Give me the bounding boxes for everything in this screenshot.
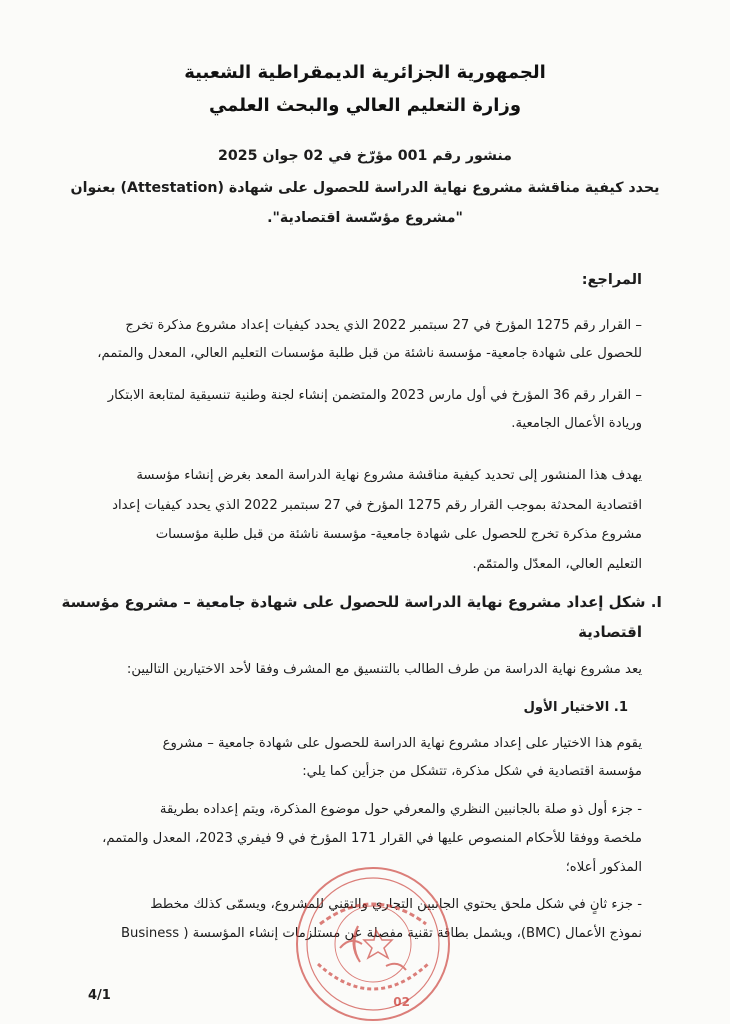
stamp-date-mark: 02 — [393, 995, 410, 1009]
part-1-line-3: المذكور أعلاه؛ — [565, 860, 642, 875]
option-1-title: 1. الاختيار الأول — [523, 700, 628, 715]
reference-1-line-1: – القرار رقم 1275 المؤرخ في 27 سبتمبر 2022 الذي يحدد كيفيات إعداد مشروع مذكرة تخرج — [125, 318, 642, 333]
reference-1-line-2: للحصول على شهادة جامعية- مؤسسة ناشئة من قبل طلبة مؤسسات التعليم العالي، المعدل والمتمم، — [97, 346, 642, 361]
option-1-line-2: مؤسسة اقتصادية في شكل مذكرة، تتشكل من جزأين كما يلي: — [302, 764, 642, 779]
section-1-title-line-1: I. شكل إعداد مشروع نهاية الدراسة للحصول على شهادة جامعية – مشروع مؤسسة — [61, 593, 662, 611]
section-1-intro: يعد مشروع نهاية الدراسة من طرف الطالب بالتنسيق مع المشرف وفقا لأحد الاختيارين التاليين: — [126, 662, 642, 677]
reference-2-line-1: – القرار رقم 36 المؤرخ في أول مارس 2023 والمتضمن إنشاء لجنة وطنية تنسيقية لمتابعة الابتكار — [107, 388, 642, 403]
intro-line-3: مشروع مذكرة تخرج للحصول على شهادة جامعية- مؤسسة ناشئة من قبل طلبة مؤسسات — [155, 527, 642, 542]
circular-number: منشور رقم 001 مؤرّخ في 02 جوان 2025 — [218, 148, 512, 164]
ministry-title: وزارة التعليم العالي والبحث العلمي — [208, 95, 522, 116]
option-1-line-1: يقوم هذا الاختيار على إعداد مشروع نهاية الدراسة للحصول على شهادة جامعية – مشروع — [162, 736, 642, 751]
references-title: المراجع: — [581, 272, 642, 288]
part-2-line-1: - جزء ثانٍ في شكل ملحق يحتوي الجانبين التجاري والتقني للمشروع، ويسمّى كذلك مخطط — [150, 897, 642, 912]
republic-title: الجمهورية الجزائرية الديمقراطية الشعبية — [184, 62, 546, 83]
page-number: 4/1 — [88, 988, 111, 1003]
intro-line-1: يهدف هذا المنشور إلى تحديد كيفية مناقشة مشروع نهاية الدراسة المعد بغرض إنشاء مؤسسة — [136, 468, 642, 483]
intro-line-2: اقتصادية المحدثة بموجب القرار رقم 1275 المؤرخ في 27 سبتمبر 2022 الذي يحدد كيفيات إعداد — [112, 498, 642, 513]
intro-line-4: التعليم العالي، المعدّل والمتمّم. — [472, 557, 642, 572]
section-1-title-line-2: اقتصادية — [578, 623, 642, 641]
circular-subject-line-2: "مشروع مؤسّسة اقتصادية". — [267, 210, 463, 226]
circular-subject-line-1: يحدد كيفية مناقشة مشروع نهاية الدراسة للحصول على شهادة (Attestation) بعنوان — [70, 180, 660, 196]
official-stamp — [288, 864, 458, 1024]
part-1-line-2: ملخصة ووفقا للأحكام المنصوص عليها في القرار 171 المؤرخ في 9 فيفري 2023، المعدل والمتمم، — [102, 831, 642, 846]
part-1-line-1: - جزء أول ذو صلة بالجانبين النظري والمعرفي حول موضوع المذكرة، ويتم إعداده بطريقة — [159, 802, 642, 817]
part-2-line-2: نموذج الأعمال (BMC)، ويشمل بطاقة تقنية مفصلة عن مستلزمات إنشاء المؤسسة ( Business — [120, 926, 642, 941]
reference-2-line-2: وريادة الأعمال الجامعية. — [511, 416, 642, 431]
